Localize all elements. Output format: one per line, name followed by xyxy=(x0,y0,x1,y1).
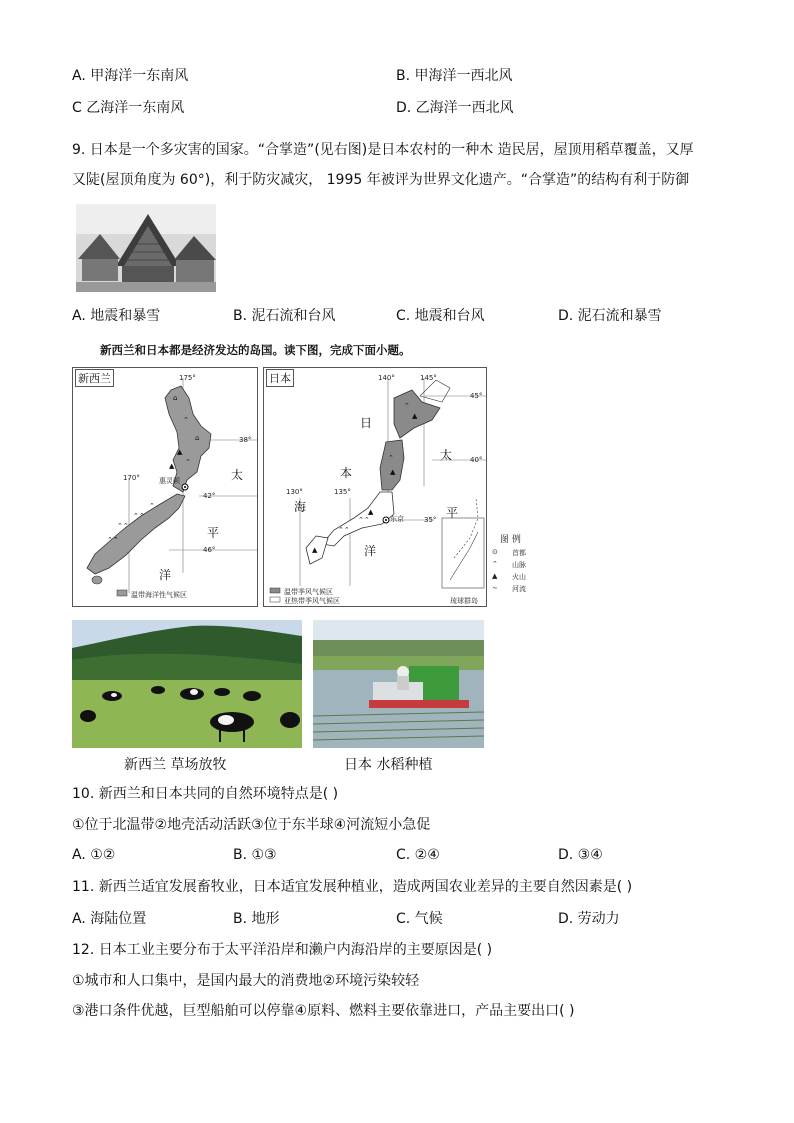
jp-lat-35: 35° xyxy=(424,516,437,524)
q11-stem: 11. 新西兰适宜发展畜牧业，日本适宜发展种植业，造成两国农业差异的主要自然因素是( ) xyxy=(72,879,633,895)
q11-option-b: B. 地形 xyxy=(233,911,280,927)
nz-lon-170: 170° xyxy=(123,474,140,482)
q10-option-a: A. ①② xyxy=(72,847,116,863)
q10-stem: 10. 新西兰和日本共同的自然环境特点是( ) xyxy=(72,786,339,802)
q8-option-d: D. 乙海洋一西北风 xyxy=(396,100,514,116)
jp-inset-label: 琉球群岛 xyxy=(450,597,478,605)
q9-stem-line1: 9. 日本是一个多灾害的国家。“合掌造”(见右图)是日本农村的一种木 造民居，屋顶用稻草覆盖，又厚 xyxy=(72,142,694,158)
mountain-icon: ⌃ xyxy=(492,560,498,568)
svg-text:▲: ▲ xyxy=(412,412,418,420)
new-zealand-map xyxy=(72,367,258,607)
jp-lat-45: 45° xyxy=(470,392,483,400)
q11-option-c: C. 气候 xyxy=(396,911,443,927)
jp-lon-135: 135° xyxy=(334,488,351,496)
capital-icon: ⊙ xyxy=(492,548,498,556)
nz-pasture-photo xyxy=(72,620,302,748)
q10-items: ①位于北温带②地壳活动活跃③位于东半球④河流短小急促 xyxy=(72,817,431,833)
svg-text:⌂: ⌂ xyxy=(195,434,200,442)
nz-photo-caption: 新西兰 草场放牧 xyxy=(124,757,227,773)
q9-option-d: D. 泥石流和暴雪 xyxy=(558,308,662,324)
svg-text:⌃⌃: ⌃⌃ xyxy=(133,512,145,520)
q12-stem: 12. 日本工业主要分布于太平洋沿岸和濑户内海沿岸的主要原因是( ) xyxy=(72,942,493,958)
svg-text:▲: ▲ xyxy=(312,546,318,554)
nz-legend-label: 温带海洋性气候区 xyxy=(131,591,187,599)
q9-option-a: A. 地震和暴雪 xyxy=(72,308,161,324)
jp-capital-label: 东京 xyxy=(390,515,404,523)
jp-lon-140: 140° xyxy=(378,374,395,382)
svg-text:⌃⌃: ⌃⌃ xyxy=(117,522,129,530)
nz-sea-label-2: 平 xyxy=(207,526,220,540)
q10-option-b: B. ①③ xyxy=(233,847,277,863)
q10-option-d: D. ③④ xyxy=(558,847,603,863)
jp-lon-145: 145° xyxy=(420,374,437,382)
svg-text:▲: ▲ xyxy=(368,508,374,516)
svg-text:⌃: ⌃ xyxy=(149,502,155,510)
nz-lat-46: 46° xyxy=(203,546,216,554)
jp-ocean-label-c: 洋 xyxy=(364,544,377,558)
svg-text:⌃⌃: ⌃⌃ xyxy=(358,516,370,524)
svg-text:▲: ▲ xyxy=(177,448,183,456)
q10-option-c: C. ②④ xyxy=(396,847,440,863)
svg-text:⌃: ⌃ xyxy=(185,458,191,466)
legend-mountain: 山脉 xyxy=(512,561,526,569)
river-icon: ∼ xyxy=(492,584,498,592)
svg-text:⌃⌃: ⌃⌃ xyxy=(107,536,119,544)
jp-sea-label-a: 日 xyxy=(360,416,373,430)
svg-text:⌃: ⌃ xyxy=(404,402,410,410)
japan-map xyxy=(263,367,487,607)
jp-rice-planting-photo xyxy=(313,620,484,748)
legend-capital: 首都 xyxy=(512,549,526,557)
q8-option-a: A. 甲海洋一东南风 xyxy=(72,68,189,84)
nz-map-title: 新西兰 xyxy=(75,369,114,387)
svg-text:⌃⌃: ⌃⌃ xyxy=(338,526,350,534)
q8-option-c: C 乙海洋一东南风 xyxy=(72,100,185,116)
q9-option-b: B. 泥石流和台风 xyxy=(233,308,336,324)
q11-option-a: A. 海陆位置 xyxy=(72,911,147,927)
map-legend xyxy=(492,532,552,608)
jp-sea-label-c: 海 xyxy=(294,500,307,514)
jp-legend-subtropical: 亚热带季风气候区 xyxy=(284,597,340,605)
nz-lon-175: 175° xyxy=(179,374,196,382)
nz-sea-label-3: 洋 xyxy=(159,568,172,582)
jp-lat-40: 40° xyxy=(470,456,483,464)
jp-lon-130: 130° xyxy=(286,488,303,496)
svg-text:⌃: ⌃ xyxy=(388,454,394,462)
q8-option-b: B. 甲海洋一西北风 xyxy=(396,68,513,84)
q12-item-1: ①城市和人口集中，是国内最大的消费地②环境污染较轻 xyxy=(72,973,420,989)
gassho-house-photo xyxy=(76,204,216,292)
nz-lat-42: 42° xyxy=(203,492,216,500)
nz-lat-38: 38° xyxy=(239,436,252,444)
section-intro: 新西兰和日本都是经济发达的岛国。读下图，完成下面小题。 xyxy=(100,343,411,357)
q11-option-d: D. 劳动力 xyxy=(558,911,620,927)
legend-title: 图 例 xyxy=(500,535,521,545)
jp-map-title: 日本 xyxy=(266,369,294,387)
q9-option-c: C. 地震和台风 xyxy=(396,308,485,324)
svg-text:▲: ▲ xyxy=(169,462,175,470)
jp-sea-label-b: 本 xyxy=(340,466,353,480)
legend-volcano: 火山 xyxy=(512,573,526,581)
jp-ocean-label-b: 平 xyxy=(446,506,459,520)
q12-item-2: ③港口条件优越，巨型船舶可以停靠④原料、燃料主要依靠进口，产品主要出口( ) xyxy=(72,1003,575,1019)
jp-photo-caption: 日本 水稻种植 xyxy=(344,757,433,773)
volcano-icon: ▲ xyxy=(492,572,498,580)
jp-legend-temperate: 温带季风气候区 xyxy=(284,588,333,596)
svg-text:⌂: ⌂ xyxy=(173,394,178,402)
legend-river: 河流 xyxy=(512,585,526,593)
svg-text:▲: ▲ xyxy=(390,468,396,476)
nz-capital-label: 惠灵顿 xyxy=(159,477,180,485)
nz-sea-label-1: 太 xyxy=(231,468,244,482)
q9-stem-line2: 又陡(屋顶角度为 60°)，利于防灾减灾， 1995 年被评为世界文化遗产。“合掌造”的结构有利于防御 xyxy=(72,172,690,188)
jp-ocean-label-a: 太 xyxy=(440,448,453,462)
svg-text:⌃: ⌃ xyxy=(183,416,189,424)
